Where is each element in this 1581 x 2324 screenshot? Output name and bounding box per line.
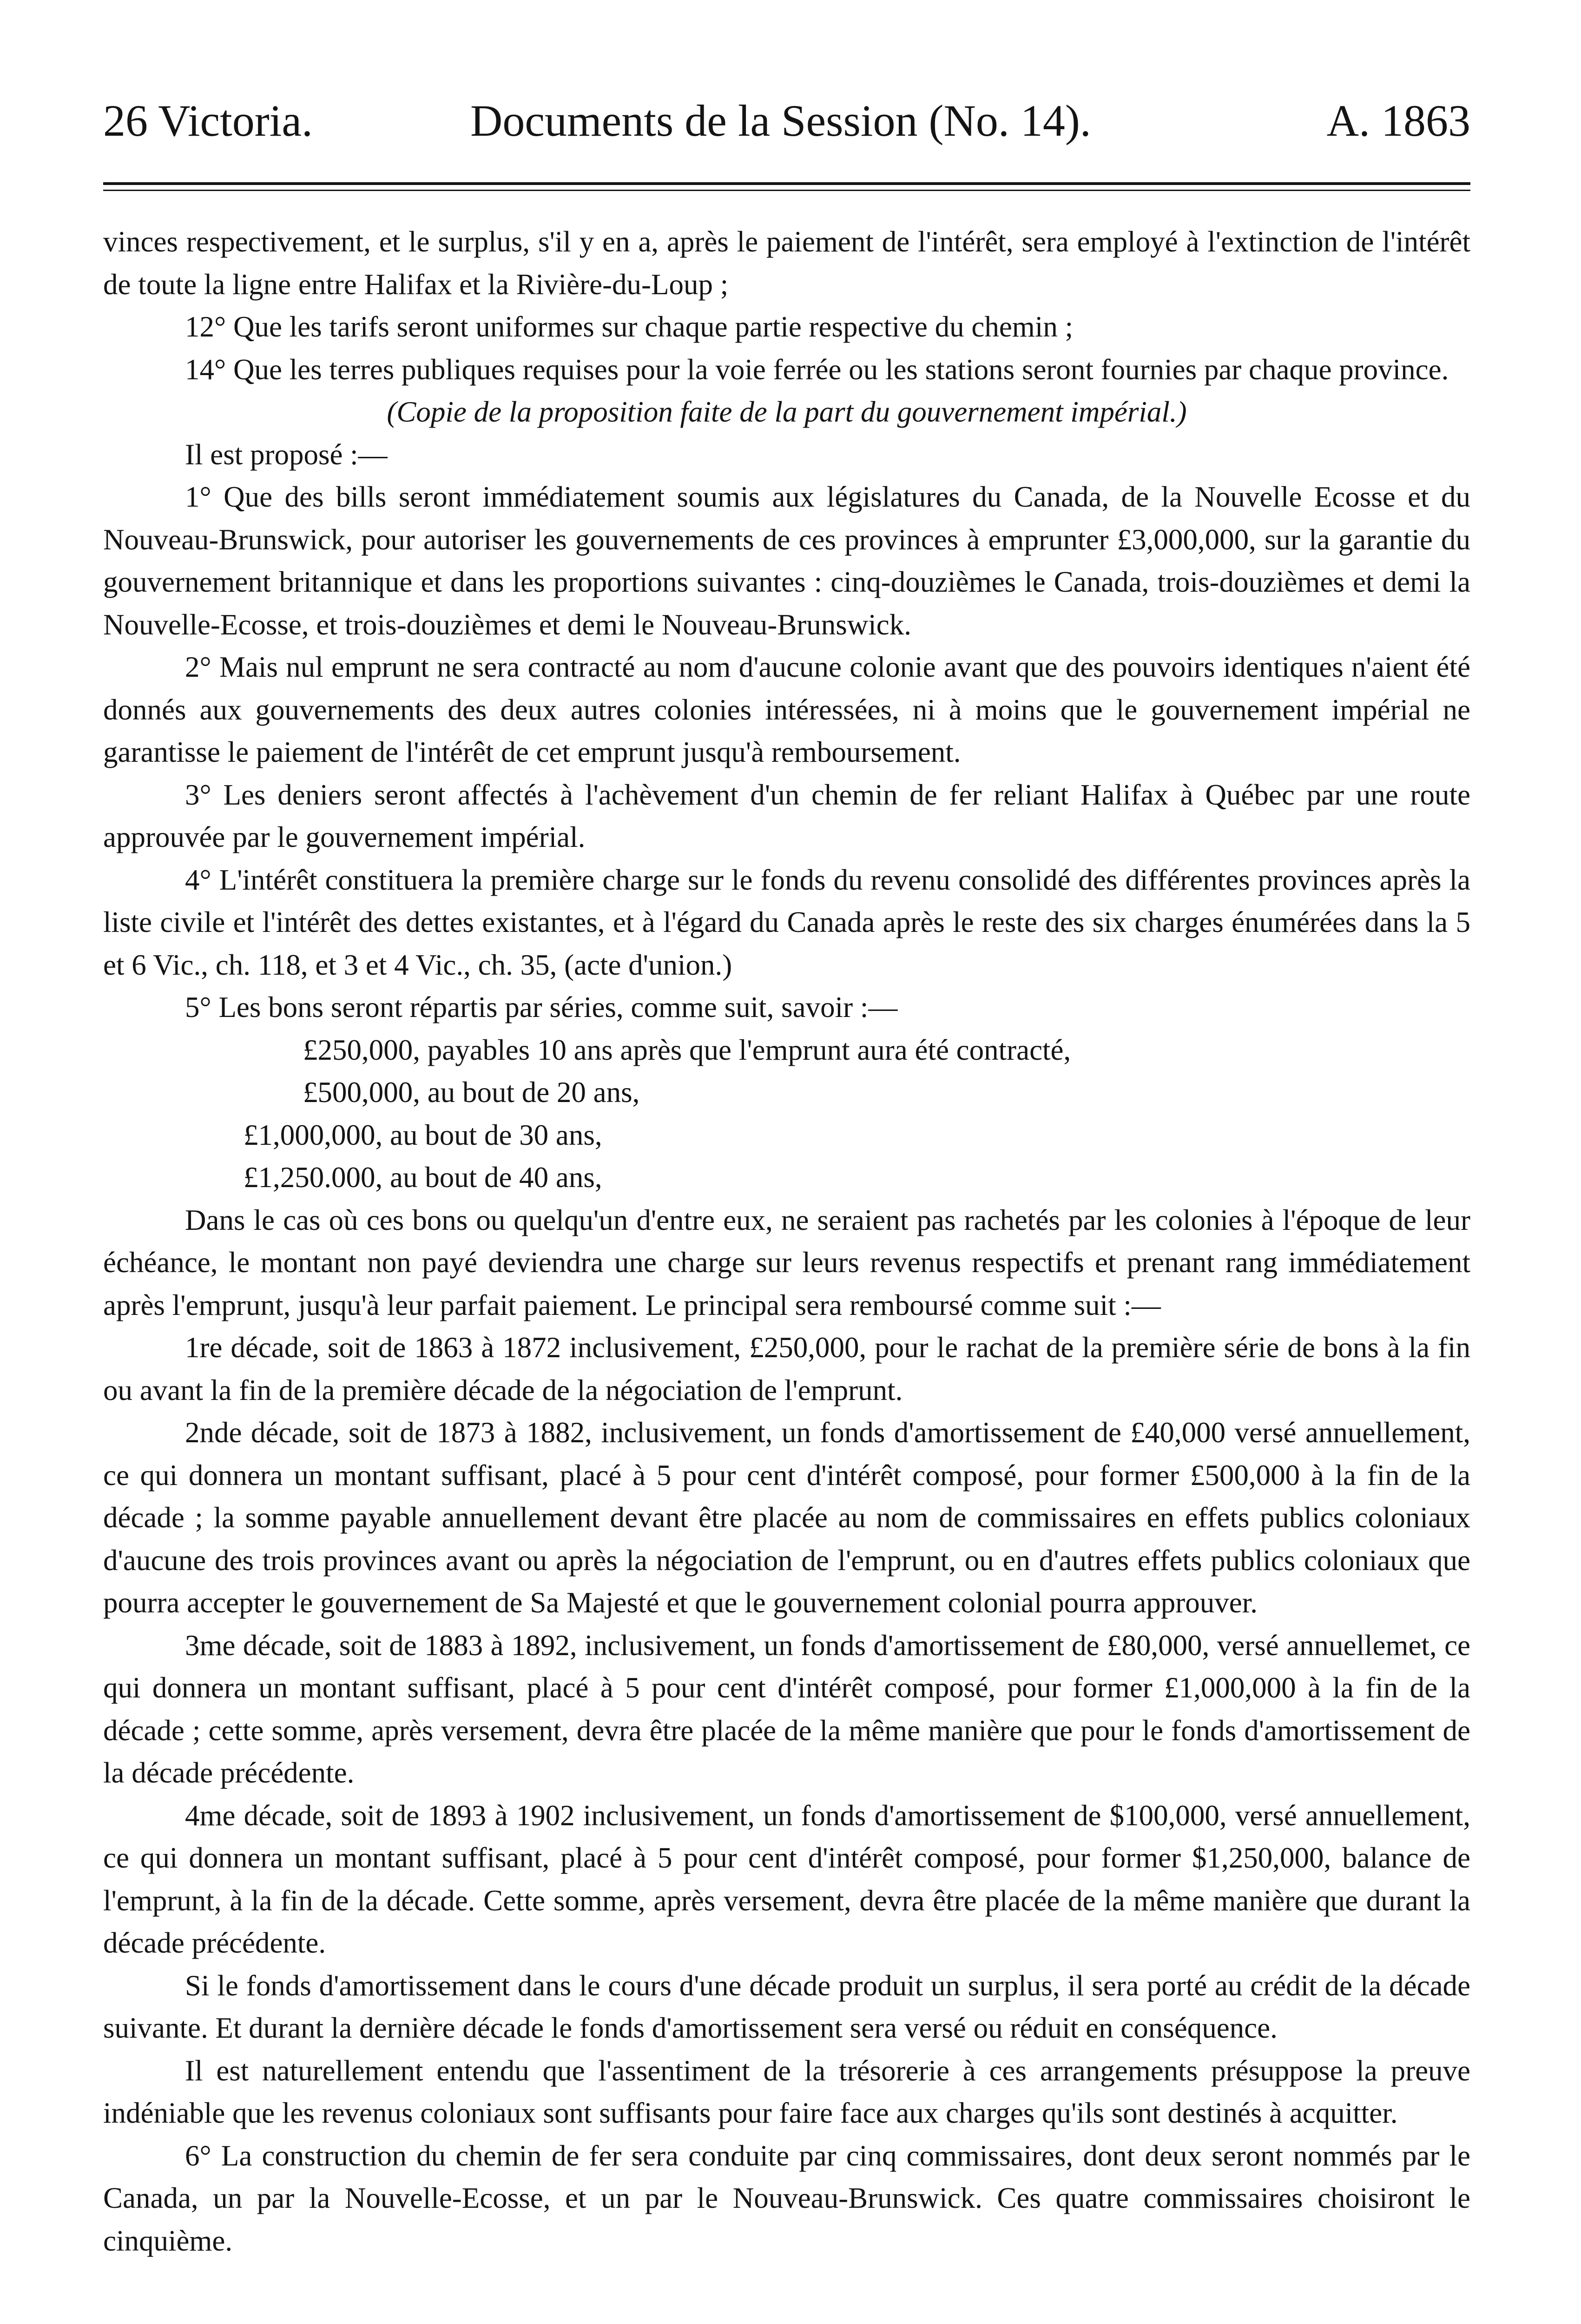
paragraph-decade-2: 2nde décade, soit de 1873 à 1882, inclusivement, un fonds d'amortissement de £40,000 versé annuellement, ce qui donnera un montant suffisant, placé à 5 pour cent d'intérêt composé, pour former £500,000 à la fin de la décade ; la somme payable annuellement devant être placée au nom de commissaires en effets publics coloniaux d'aucune des trois provinces avant ou après la négociation de l'emprunt, ou en d'autres effets publics coloniaux que pourra accepter le gouvernement de Sa Majesté et que le gouvernement colonial pourra approuver.: [103, 1416, 1470, 1619]
paragraph-decade-4: 4me décade, soit de 1893 à 1902 inclusivement, un fonds d'amortissement de $100,000, versé annuellement, ce qui donnera un montant suffisant, placé à 5 pour cent d'intérêt composé, pour former $1,250,000, balance de l'emprunt, à la fin de la décade. Cette somme, après versement, devra être placée de la même manière que durant la décade précédente.: [103, 1799, 1470, 1959]
bond-series-list: [103, 1029, 1470, 1199]
document-body: [103, 221, 1470, 2262]
paragraph-treasury: Il est naturellement entendu que l'assentiment de la trésorerie à ces arrangements présuppose la preuve indéniable que les revenus coloniaux sont suffisants pour faire face aux charges qu'ils sont destinés à acquitter.: [103, 2054, 1470, 2129]
running-header: [103, 91, 1470, 151]
paragraph-point-3: 3° Les deniers seront affectés à l'achèvement d'un chemin de fer reliant Halifax à Québec par une route approuvée par le gouvernement impérial.: [103, 778, 1470, 853]
paragraph-repayment: Dans le cas où ces bons ou quelqu'un d'entre eux, ne seraient pas rachetés par les colonies à l'époque de leur échéance, le montant non payé deviendra une charge sur leurs revenus respectifs et prenant rang immédiatement après l'emprunt, jusqu'à leur parfait paiement. Le principal sera remboursé comme suit :—: [103, 1203, 1470, 1321]
header-title: Documents de la Session (No. 14).: [470, 96, 1091, 145]
paragraph-point-2: 2° Mais nul emprunt ne sera contracté au nom d'aucune colonie avant que des pouvoirs identiques n'aient été donnés aux gouvernements des deux autres colonies intéressées, ni à moins que le gouvernement impérial ne garantisse le paiement de l'intérêt de cet emprunt jusqu'à remboursement.: [103, 651, 1470, 768]
bond-series-item: £250,000, payables 10 ans après que l'emprunt aura été contracté,: [303, 1033, 1071, 1066]
paragraph-point-6: 6° La construction du chemin de fer sera conduite par cinq commissaires, dont deux seront nommés par le Canada, un par la Nouvelle-Ecosse, et un par le Nouveau-Brunswick. Ces quatre commissaires choisiront le cinquième.: [103, 2139, 1470, 2257]
header-volume: 26 Victoria.: [103, 96, 313, 145]
paragraph-decade-3: 3me décade, soit de 1883 à 1892, inclusivement, un fonds d'amortissement de £80,000, versé annuellemet, ce qui donnera un montant suffisant, placé à 5 pour cent d'intérêt composé, pour former £1,000,000 à la fin de la décade ; cette somme, après versement, devra être placée de la même manière que pour le fonds d'amortissement de la décade précédente.: [103, 1629, 1470, 1789]
paragraph-surplus: Si le fonds d'amortissement dans le cours d'une décade produit un surplus, il sera porté au crédit de la décade suivante. Et durant la dernière décade le fonds d'amortissement sera versé ou réduit en conséquence.: [103, 1969, 1470, 2044]
paragraph-proposal-intro: Il est proposé :—: [185, 438, 388, 471]
paragraph-point-1: 1° Que des bills seront immédiatement soumis aux législatures du Canada, de la Nouvelle Ecosse et du Nouveau-Brunswick, pour autoriser les gouvernements de ces provinces à emprunter £3,000,000, sur la garantie du gouvernement britannique et dans les proportions suivantes : cinq-douzièmes le Canada, trois-douzièmes et demi la Nouvelle-Ecosse, et trois-douzièmes et demi le Nouveau-Brunswick.: [103, 481, 1470, 641]
header-rule-thin: [103, 190, 1470, 191]
paragraph-continuation: vinces respectivement, et le surplus, s'il y en a, après le paiement de l'intérêt, sera employé à l'extinction de l'intérêt de toute la ligne entre Halifax et la Rivière-du-Loup ;: [103, 225, 1470, 301]
header-rule-thick: [103, 182, 1470, 185]
paragraph-decade-1: 1re décade, soit de 1863 à 1872 inclusivement, £250,000, pour le rachat de la première série de bons à la fin ou avant la fin de la première décade de la négociation de l'emprunt.: [103, 1331, 1470, 1406]
section-caption: (Copie de la proposition faite de la part du gouvernement impérial.): [387, 396, 1187, 428]
bond-series-item: £1,000,000, au bout de 30 ans,: [244, 1118, 602, 1151]
header-year: A. 1863: [1326, 96, 1470, 145]
paragraph-article-14: 14° Que les terres publiques requises pour la voie ferrée ou les stations seront fournies par chaque province.: [185, 353, 1449, 386]
paragraph-point-5: 5° Les bons seront répartis par séries, comme suit, savoir :—: [185, 991, 898, 1023]
bond-series-item: £1,250.000, au bout de 40 ans,: [244, 1161, 602, 1194]
paragraph-article-12: 12° Que les tarifs seront uniformes sur chaque partie respective du chemin ;: [185, 310, 1074, 343]
bond-series-item: £500,000, au bout de 20 ans,: [303, 1076, 640, 1109]
paragraph-point-4: 4° L'intérêt constituera la première charge sur le fonds du revenu consolidé des différentes provinces après la liste civile et l'intérêt des dettes existantes, et à l'égard du Canada après le reste des six charges énumérées dans la 5 et 6 Vic., ch. 118, et 3 et 4 Vic., ch. 35, (acte d'union.): [103, 863, 1470, 981]
